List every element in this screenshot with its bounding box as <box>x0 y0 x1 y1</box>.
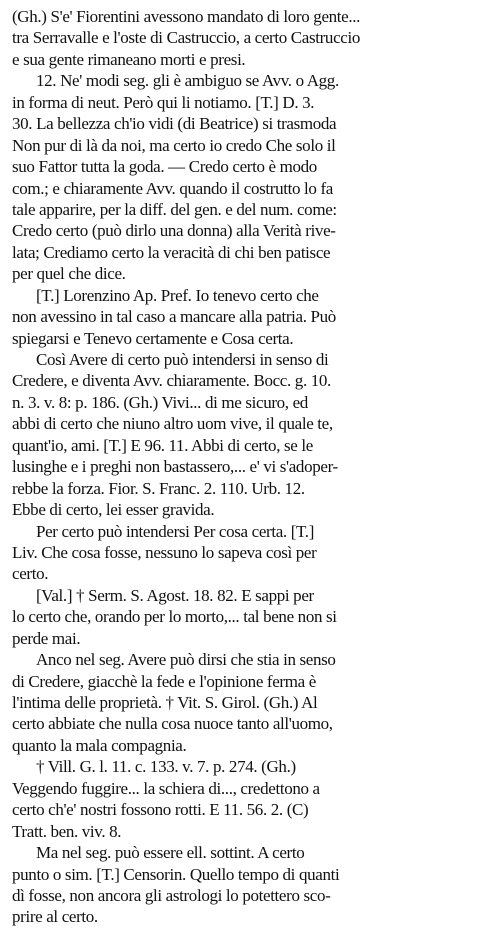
text-line-content: lusinghe e i preghi non bastassero,... e' vi s'adoper- <box>12 457 338 477</box>
text-line-content: † Vill. G. l. 11. c. 133. v. 7. p. 274. (Gh.) <box>36 757 296 777</box>
text-line <box>12 435 468 456</box>
text-line <box>12 542 468 563</box>
text-line-content: di Credere, giacchè la fede e l'opinione ferma è <box>12 671 316 691</box>
text-line-content: rebbe la forza. Fior. S. Franc. 2. 110. Urb. 12. <box>12 478 305 498</box>
text-line-content: certo. <box>12 564 49 584</box>
text-line <box>12 285 468 306</box>
text-line-content: Liv. Che cosa fosse, nessuno lo sapeva così per <box>12 542 317 562</box>
text-line <box>12 735 468 756</box>
text-line <box>12 799 468 820</box>
text-line <box>12 113 468 134</box>
text-line-content: [Val.] † Serm. S. Agost. 18. 82. E sappi per <box>36 585 314 605</box>
text-line <box>12 6 468 27</box>
text-line <box>12 92 468 113</box>
text-line-content: [T.] Lorenzino Ap. Pref. Io tenevo certo che <box>36 285 319 305</box>
text-line <box>12 70 468 91</box>
text-line <box>12 413 468 434</box>
text-line <box>12 263 468 284</box>
text-line <box>12 242 468 263</box>
text-line <box>12 606 468 627</box>
text-line-content: Tratt. ben. viv. 8. <box>12 821 122 841</box>
text-line-content: in forma di neut. Però qui li notiamo. [T.] D. 3. <box>12 92 315 112</box>
text-line <box>12 328 468 349</box>
text-line <box>12 649 468 670</box>
text-line <box>12 778 468 799</box>
text-line-content: Anco nel seg. Avere può dirsi che stia in senso <box>36 650 336 670</box>
text-line-content: 30. La bellezza ch'io vidi (di Beatrice) si trasmoda <box>12 114 337 134</box>
text-line-content: lata; Crediamo certo la veracità di chi ben patisce <box>12 242 331 262</box>
text-line <box>12 906 468 927</box>
text-line-content: n. 3. v. 8: p. 186. (Gh.) Vivi... di me sicuro, ed <box>12 392 308 412</box>
text-line-content: tra Serravalle e l'oste di Castruccio, a certo Castruccio <box>12 28 360 48</box>
text-line-content: suo Fattor tutta la goda. — Credo certo è modo <box>12 157 317 177</box>
text-line <box>12 199 468 220</box>
text-line <box>12 220 468 241</box>
text-line-content: 12. Ne' modi seg. gli è ambiguo se Avv. o Agg. <box>36 71 339 91</box>
text-line <box>12 585 468 606</box>
text-line <box>12 370 468 391</box>
text-line <box>12 135 468 156</box>
text-line-content: Ma nel seg. può essere ell. sottint. A certo <box>36 843 305 863</box>
text-line <box>12 885 468 906</box>
text-line-content: spiegarsi e Tenevo certamente e Cosa certa. <box>12 328 294 348</box>
text-line <box>12 821 468 842</box>
text-line-content: Così Avere di certo può intendersi in senso di <box>36 350 329 369</box>
text-line-content: quant'io, ami. [T.] E 96. 11. Abbi di certo, se le <box>12 435 313 455</box>
text-line-content: Credere, e diventa Avv. chiaramente. Bocc. g. 10. <box>12 371 331 391</box>
text-line-content: prire al certo. <box>12 907 98 927</box>
text-line-content: Non pur di là da noi, ma certo io credo Che solo il <box>12 135 336 155</box>
text-line <box>12 842 468 863</box>
text-line <box>12 628 468 649</box>
text-line <box>12 671 468 692</box>
text-line-content: abbi di certo che niuno altro uom vive, il quale te, <box>12 414 333 434</box>
text-line <box>12 499 468 520</box>
text-line <box>12 349 468 370</box>
text-line <box>12 692 468 713</box>
text-line-content: Veggendo fuggire... la schiera di..., credettono a <box>12 778 320 798</box>
text-line <box>12 478 468 499</box>
text-line <box>12 521 468 542</box>
text-line <box>12 392 468 413</box>
text-line-content: Per certo può intendersi Per cosa certa. [T.] <box>36 521 315 541</box>
text-line-content: l'intima delle proprietà. † Vit. S. Girol. (Gh.) Al <box>12 693 318 712</box>
text-line-content: dì fosse, non ancora gli astrologi lo potettero sco- <box>12 885 331 905</box>
text-line <box>12 306 468 327</box>
text-line-content: punto o sim. [T.] Censorin. Quello tempo di quanti <box>12 864 340 884</box>
text-line-content: (Gh.) S'e' Fiorentini avessono mandato di loro gente... <box>12 7 361 26</box>
text-line-content: Credo certo (può dirlo una donna) alla Verità rive- <box>12 221 336 241</box>
text-line <box>12 49 468 70</box>
text-line-content: quanto la mala compagnia. <box>12 735 187 755</box>
text-line-content: non avessino in tal caso a mancare alla patria. Può <box>12 307 336 327</box>
text-line <box>12 563 468 584</box>
text-line <box>12 456 468 477</box>
text-line-content: tale apparire, per la diff. del gen. e del num. come: <box>12 199 337 219</box>
text-line-content: certo abbiate che nulla cosa nuoce tanto all'uomo, <box>12 714 333 734</box>
text-line-content: certo ch'e' nostri fossono rotti. E 11. 56. 2. (C) <box>12 800 309 820</box>
text-line-content: lo certo che, orando per lo morto,... tal bene non si <box>12 607 337 627</box>
text-line-content: com.; e chiaramente Avv. quando il costrutto lo fa <box>12 178 333 198</box>
text-line <box>12 864 468 885</box>
text-line <box>12 756 468 777</box>
text-line-content: Ebbe di certo, lei esser gravida. <box>12 500 215 520</box>
text-line <box>12 156 468 177</box>
text-line <box>12 178 468 199</box>
text-line-content: e sua gente rimaneano morti e presi. <box>12 49 246 69</box>
text-line-content: perde mai. <box>12 628 81 648</box>
text-line <box>12 713 468 734</box>
text-line-content: per quel che dice. <box>12 264 126 284</box>
text-line <box>12 27 468 48</box>
